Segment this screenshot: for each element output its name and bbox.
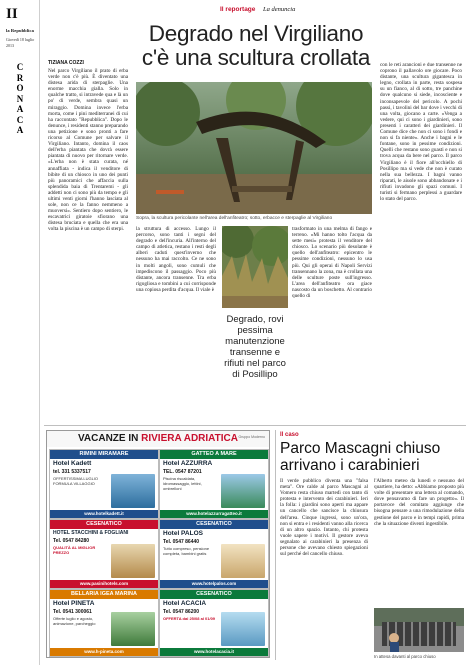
hotel-photo	[221, 544, 265, 578]
hotel-name: Hotel ACACIA	[163, 600, 207, 607]
ad-logo: Gruppo Moderno	[238, 435, 265, 439]
hotel-website[interactable]: www.hotelazzurragatteo.it	[160, 510, 268, 518]
issue-date: Giovedì 18 luglio 2013	[6, 37, 35, 48]
hotel-card	[159, 449, 269, 519]
hotel-website[interactable]: www.hotelkadett.it	[50, 510, 158, 518]
left-rail	[0, 0, 40, 665]
hotel-offer: OFFERTISSIMA LUGLIO FORMULA VILLAGGIO	[53, 476, 99, 486]
weeds-photo	[222, 226, 288, 308]
hotel-name: Hotel AZZURRA	[163, 460, 213, 467]
hotel-ad	[46, 430, 270, 658]
ad-title	[47, 431, 269, 447]
hotel-photo	[111, 544, 155, 578]
hotel-website[interactable]: www.hotelacacia.it	[160, 648, 268, 656]
article-column-2: la struttura di accesso. Lungo il percorso, sono tanti i segni del degrado e dell'incuria. All'interno del campo di atletica, restano i resti degli alberi caduti quest'inverno che nessuno ha mai raccolto. Ce ne sono in molti angoli, sono cumuli che impediscono il passaggio. Poco più distante, ancora transenne. Tra erba rigogliosa e tombini a cui corrisponde una copiosa perdita d'acqua. Il viale è	[136, 226, 216, 293]
section-letter: C	[16, 62, 24, 72]
hotel-card	[49, 589, 159, 657]
hotel-card	[49, 519, 159, 589]
ad-title-prefix: VACANZE IN	[77, 433, 142, 444]
ad-title-accent: RIVIERA ADRIATICA	[141, 433, 238, 444]
article-column-4: con le reti arancioni e due transenne ne coprono il pallavolo ore giocare. Poco distante, una scultura gigantesca in legno, crollata in parte, resta sospesa su un fianco, al di sotto, tre panchine dove qualcuno si siede, incosciente e inconsapevole del pericolo. A pochi passi, i tavolini del bar dove i vecchi di una volta, giocano a carte. «Venga a vedere, qui ci sono i giardinieri, sono presenti i caratteri dei giardinieri. Il Comune dice che non ci sono i fondi e non si fa niente». Anche i bagni e le fontane, sono in pessime condizioni. Quelli che restano sono guasti e non si trova acqua da bere nel parco. Il parco Virgiliano è il fiore all'occhiello di Posillipo ma si vede che non è curato nella sua bellezza. I bagni vanno riparati, le aiuole sono abbandonate e i rifiuti invadono gli spazi comuni. I turisti si fermano perplessi a guardare lo stato del parco.	[380, 62, 462, 203]
hotel-offer: Tutto compreso, pensione completa, bambini gratis	[163, 546, 210, 556]
photo-caption: Sopra, la scultura pericolante nell'area dell'anfiteatro; sotto, erbacce e sterpaglie al Virgiliano	[136, 216, 333, 221]
section-letter: N	[16, 93, 24, 104]
hotel-region: CESENATICO	[50, 520, 158, 529]
hotel-photo	[111, 612, 155, 646]
section-label	[7, 62, 33, 136]
hotel-website[interactable]: www.h-pineta.com	[50, 648, 158, 656]
hotel-card	[159, 519, 269, 589]
hotel-offer: Offerte luglio e agosto, animazione, parcheggio	[53, 616, 96, 626]
hotel-website[interactable]: www.hotelpalos.com	[160, 580, 268, 588]
page-number: II	[6, 6, 18, 22]
hotel-offer: QUALITÀ AL MIGLIOR PREZZO	[53, 545, 96, 555]
hotel-phone: Tel. 0547 84280	[53, 538, 90, 544]
section-letter: O	[16, 83, 24, 93]
section-letter: R	[16, 72, 24, 83]
newspaper-name: la Repubblica	[6, 28, 34, 33]
article-kicker	[220, 6, 295, 13]
hotel-name: Hotel PINETA	[53, 600, 95, 607]
hotel-phone: Tel. 0541 300061	[53, 609, 92, 615]
hotel-phone: TEL. 0547 87201	[163, 469, 202, 475]
park-gate-photo	[374, 608, 464, 652]
article2-column-2: l'Alberto meteo da lunedì e nessuno del quartiere, ha detto: «Abbiamo proposto più volte di presentare una lettera al comando, dove pensavamo di fare un progetto». Il portavoce del comitato aggiunge che bisogna pensare a una rimodulazione della gestione del parco e in tempi rapidi, prima che la situazione diventi ingestibile.	[374, 478, 464, 527]
hotel-website[interactable]: www.pasinihotels.com	[50, 580, 158, 588]
section-tag: Il reportage	[220, 6, 256, 13]
hotel-photo	[111, 474, 155, 508]
hotel-phone: Tel. 0547 86440	[163, 539, 200, 545]
article-headline: Degrado nel Virgiliano c'è una scultura crollata	[141, 21, 371, 70]
hotel-card	[49, 449, 159, 519]
hotel-phone: Tel. 0547 86200	[163, 609, 200, 615]
article2-headline: Parco Mascagni chiuso arrivano i carabinieri	[280, 440, 441, 474]
hotel-region: RIMINI MIRAMARE	[50, 450, 158, 459]
subsection-tag: La denuncia	[263, 6, 296, 13]
hotel-name: Hotel Kadett	[53, 460, 92, 467]
hotel-card	[159, 589, 269, 657]
hotel-photo	[221, 474, 265, 508]
sculpture-photo-image	[136, 82, 372, 214]
hotel-offer: Piscina riscaldata, idromassaggio, lettini, ombrelloni	[163, 476, 202, 491]
article-byline: TIZIANA COZZI	[48, 60, 84, 66]
article2-column-1: Il verde pubblico diventa una "falsa meta". Ore calde al parco Mascagni al Vomero resta chiuso martedì con tanto di protesta e intervento dei carabinieri. Ieri la folla: i giardini sono aperti ma appare un cancello che sancisce la chiusura dell'area. Cinque ingressi, sono un'ora, non si entra e i residenti vanno alla ricerca di un altro spazio. Intanto, chi protesta vuole sapere i motivi. Il gestore aveva segnalato ai carabinieri la presenza di persone che avevano chiesto spiegazioni sul perché del cancello chiuso.	[280, 478, 368, 558]
article-column-1: Nel parco Virgiliano il prato di erba verde non c'è più. È diventato una distesa arida di sterpaglie. Una enorme macchia gialla. Solo in qualche tratto, si intravede qua e là un po' di verde, sembra quasi un miraggio. Domina invece l'erba morta, come i pini mediterranei di cui ha raccontato "Repubblica". Dopo le denunce, i residenti stanno preparando una petizione e sono pronti a fare ricorso al Comune per salvare il Virgiliano. Intanto, domina il caos dell'erba piantata che dovrà essere piantata di nuovo per ritornare verde. «L'erba non è stata curata, né annaffiata - indica il venditore di bibite di un chiosco in uno dei punti più panoramici che affaccia sulla splendida baia di Trentaremi - gli addetti non ci sono più da tempo e gli ultimi venti giorni l'hanno lasciata al sole, non ce la fanno nemmeno a muoversi». Sentiero dopo sentiero, le escavatrici giratoie sfiorano una distesa bruciata e quella che era una volta la piscina è un campo di sterpi.	[48, 68, 128, 233]
hotel-region: CESENATICO	[160, 520, 268, 529]
section-letter: A	[16, 104, 24, 114]
hotel-offer: OFFERTA dal 25/08 al 01/09	[163, 616, 216, 621]
weeds-photo-image	[222, 226, 288, 308]
sculpture-photo	[136, 82, 372, 214]
article2-kicker: Il caso	[280, 432, 299, 438]
hotel-name: Hotel PALOS	[163, 530, 203, 537]
hotel-name: HOTEL STACCHINI & FOGLIANI	[53, 530, 129, 536]
column-divider	[275, 430, 276, 660]
article-column-3: trasformato in una melma di fango e terreno. «Mi hanno tolto l'acqua da sette mesi» protesta il venditore del chiosco. Lo scenario più desolante è quello dell'anfiteatro: epicentro le pessime condizioni, nessuno lo usa più. Qui gli operai di Napoli Servizi transennano la zona, ma è crollata una delle sculture poste sull'ingresso. L'area dell'anfiteatro ora giace nascosto da un boschetto. Al contrario quello di	[292, 226, 372, 300]
section-letter: A	[16, 125, 24, 135]
hotel-phone: tel. 331 5337517	[53, 469, 91, 475]
park-gate-photo-image	[374, 608, 464, 652]
hotel-region: GATTEO A MARE	[160, 450, 268, 459]
section-letter: C	[16, 114, 24, 125]
hotel-region: BELLARIA IGEA MARINA	[50, 590, 158, 599]
article2-photo-caption: In attesa davanti al parco chiuso	[374, 654, 436, 659]
hotel-region: CESENATICO	[160, 590, 268, 599]
section-divider	[44, 425, 466, 426]
pull-quote: Degrado, rovi pessima manutenzione transenne e rifiuti nel parco di Posillipo	[224, 314, 286, 380]
hotel-photo	[221, 612, 265, 646]
